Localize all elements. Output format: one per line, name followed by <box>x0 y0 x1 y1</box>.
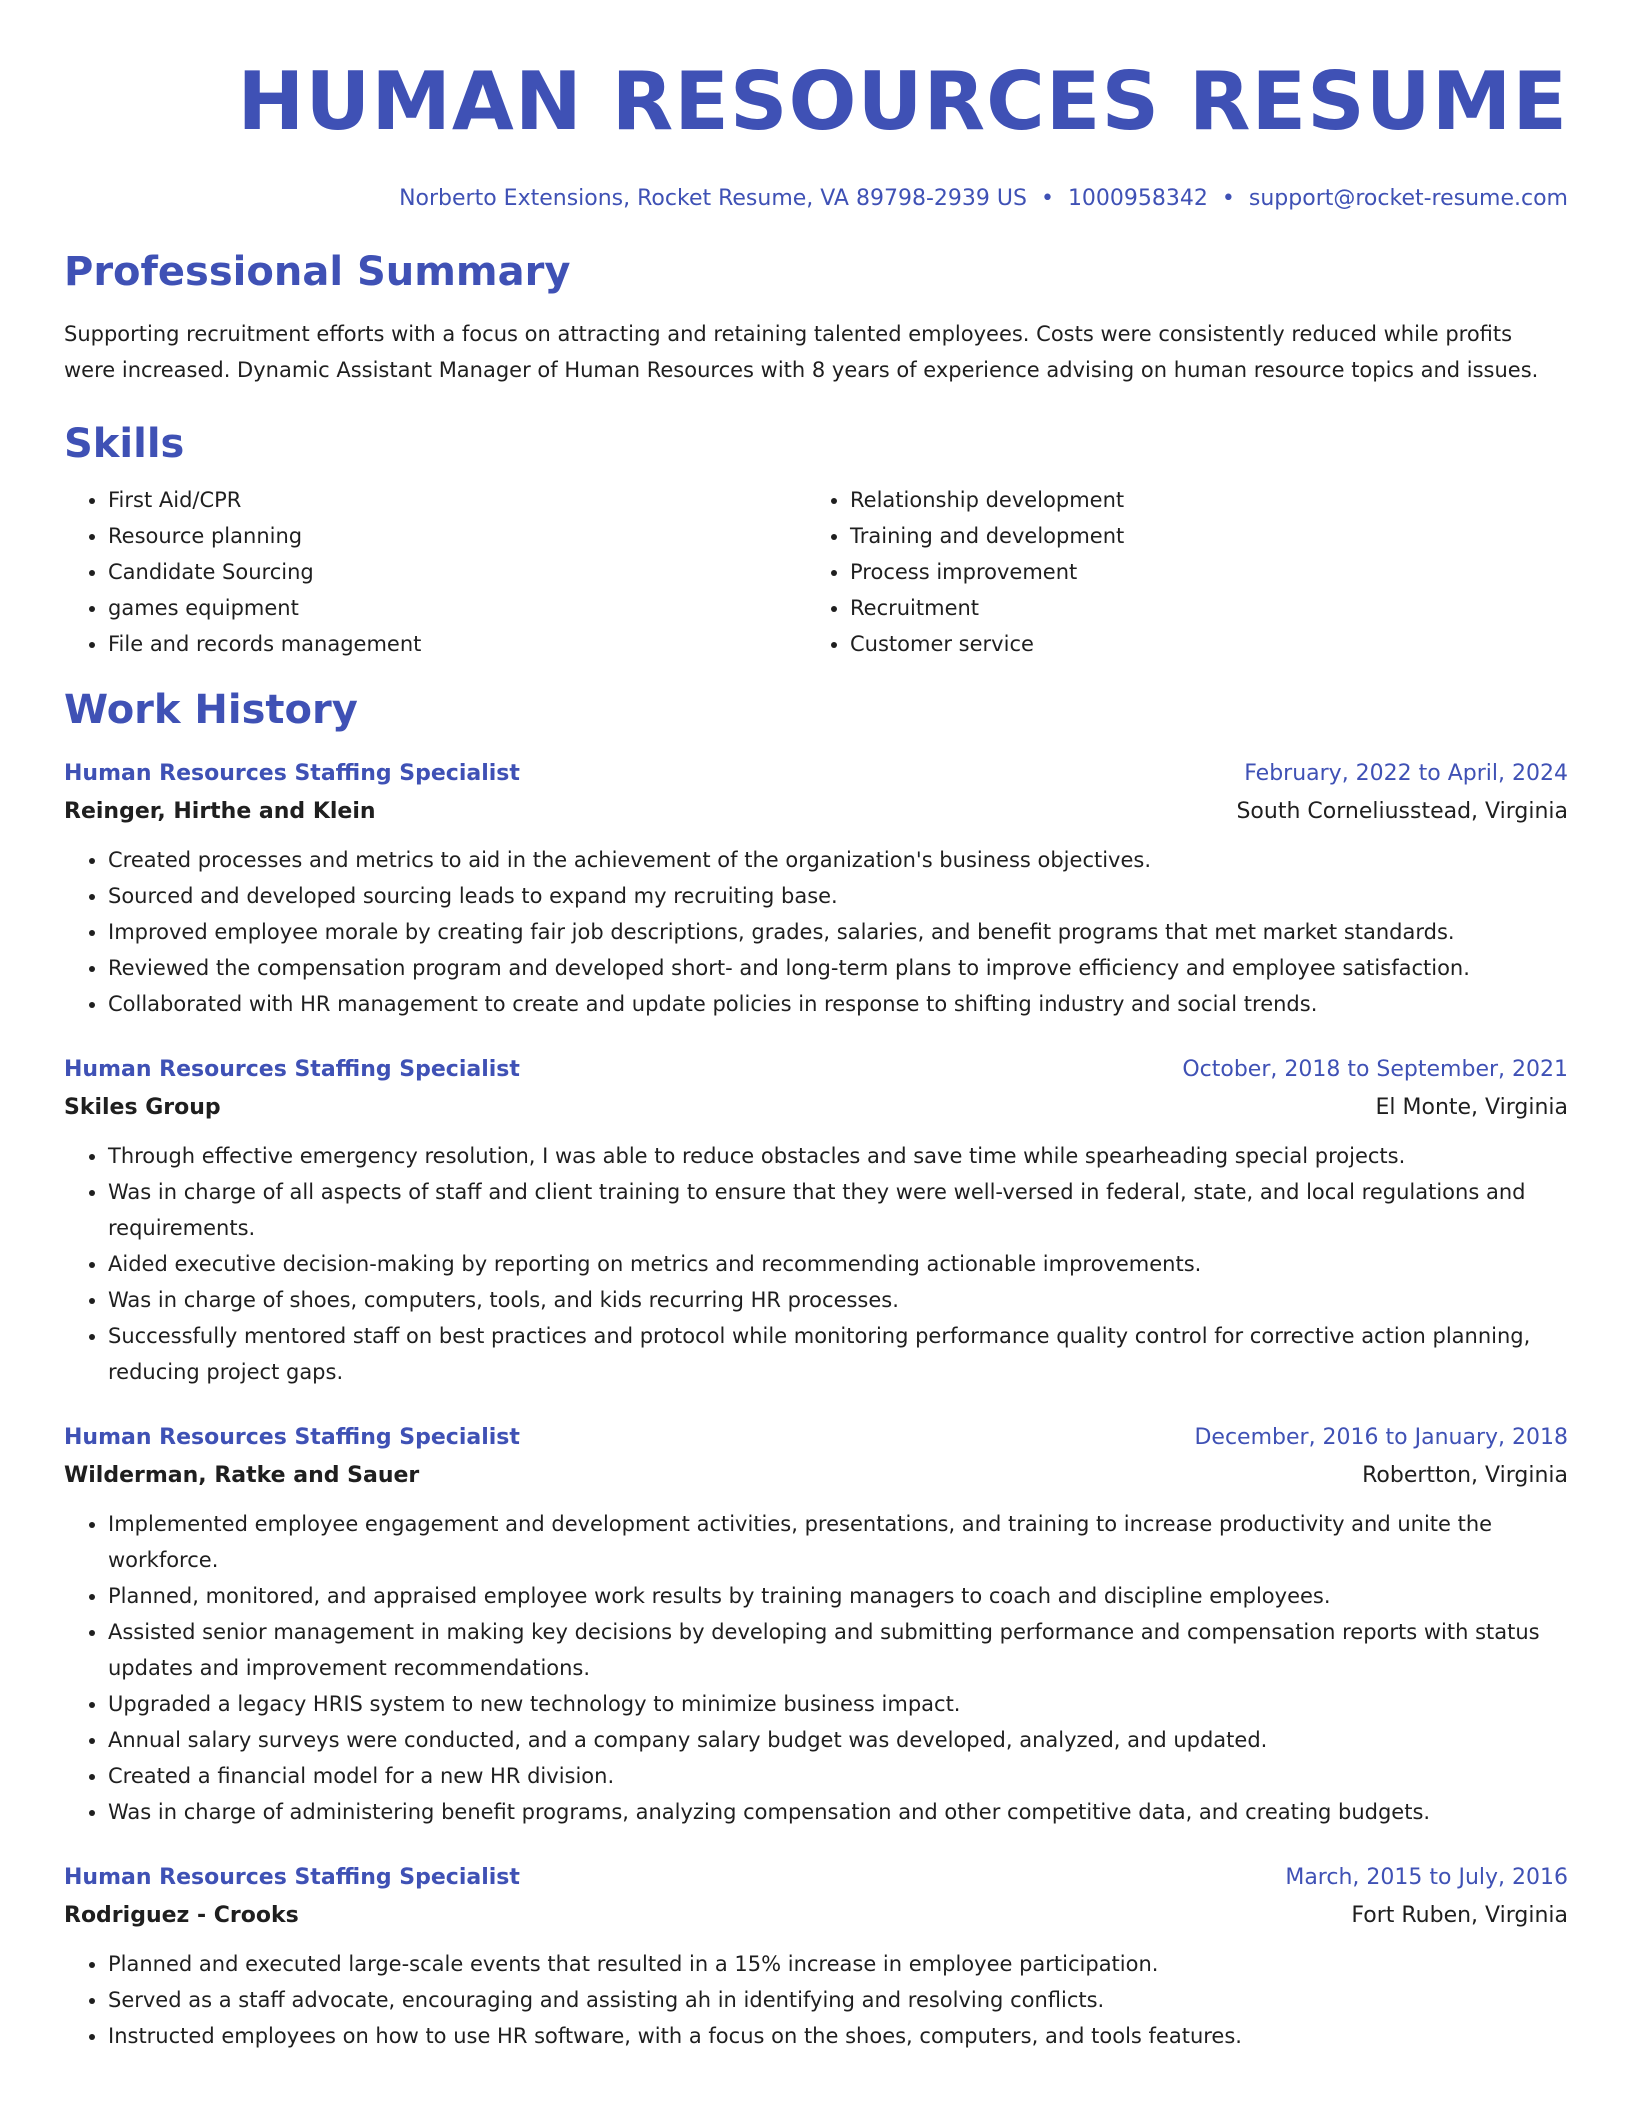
job-bullets <box>64 842 1568 1022</box>
skill-item: • Recruitment <box>850 590 1548 626</box>
skills-column-left <box>64 482 806 662</box>
job-bullet: • Implemented employee engagement and development activities, presentations, and training to increase productivity and unite the workforce. <box>108 1506 1568 1578</box>
job-bullet: • Created a financial model for a new HR division. <box>108 1758 1568 1794</box>
job-dates: December, 2016 to January, 2018 <box>1194 1425 1568 1450</box>
job-bullet: • Served as a staff advocate, encouraging and assisting ah in identifying and resolving conflicts. <box>108 1982 1568 2018</box>
job-title: Human Resources Staffing Specialist <box>64 761 520 786</box>
job-entry <box>64 1052 1568 1390</box>
job-bullets <box>64 1138 1568 1390</box>
job-bullet: • Instructed employees on how to use HR software, with a focus on the shoes, computers, and tools features. <box>108 2018 1568 2054</box>
summary-text: Supporting recruitment efforts with a focus on attracting and retaining talented employees. Costs were consistently reduced while profits were increased. Dynamic Assistant Manager of Human Resources with 8 years of experience advising on human resource topics and issues. <box>64 322 1539 382</box>
job-bullet: • Reviewed the compensation program and developed short- and long-term plans to improve efficiency and employee satisfaction. <box>108 950 1568 986</box>
job-bullet: • Successfully mentored staff on best practices and protocol while monitoring performance quality control for corrective action planning, reducing project gaps. <box>108 1318 1568 1390</box>
job-location: El Monte, Virginia <box>1375 1095 1568 1120</box>
work-history-heading: Work History <box>64 687 358 733</box>
job-bullet: • Aided executive decision-making by reporting on metrics and recommending actionable improvements. <box>108 1246 1568 1282</box>
job-entry <box>64 756 1568 1022</box>
skill-item: • Candidate Sourcing <box>108 554 806 590</box>
email: support@rocket-resume.com <box>1248 186 1568 211</box>
job-bullet: • Improved employee morale by creating fair job descriptions, grades, salaries, and benefit programs that met market standards. <box>108 914 1568 950</box>
skill-item: • First Aid/CPR <box>108 482 806 518</box>
skill-item: • Process improvement <box>850 554 1548 590</box>
company-name: Reinger, Hirthe and Klein <box>64 799 376 824</box>
contact-line <box>64 184 1568 214</box>
job-bullet: • Sourced and developed sourcing leads to expand my recruiting base. <box>108 878 1568 914</box>
skill-item: • Training and development <box>850 518 1548 554</box>
job-bullet: • Annual salary surveys were conducted, and a company salary budget was developed, analyzed, and updated. <box>108 1722 1568 1758</box>
address: Norberto Extensions, Rocket Resume, VA 89798-2939 US <box>399 186 1027 211</box>
job-bullet: • Planned and executed large-scale events that resulted in a 15% increase in employee participation. <box>108 1946 1568 1982</box>
job-bullet: • Assisted senior management in making key decisions by developing and submitting performance and compensation reports with status updates and improvement recommendations. <box>108 1614 1568 1686</box>
job-bullet: • Collaborated with HR management to create and update policies in response to shifting industry and social trends. <box>108 986 1568 1022</box>
resume-title: HUMAN RESOURCES RESUME <box>237 55 1568 148</box>
job-bullet: • Upgraded a legacy HRIS system to new technology to minimize business impact. <box>108 1686 1568 1722</box>
job-bullet: • Through effective emergency resolution, I was able to reduce obstacles and save time while spearheading special projects. <box>108 1138 1568 1174</box>
job-location: Robertton, Virginia <box>1362 1463 1568 1488</box>
job-bullet: • Was in charge of all aspects of staff and client training to ensure that they were well-versed in federal, state, and local regulations and requirements. <box>108 1174 1568 1246</box>
phone: 1000958342 <box>1067 186 1208 211</box>
job-title: Human Resources Staffing Specialist <box>64 1865 520 1890</box>
skills-list <box>64 482 1568 662</box>
job-dates: October, 2018 to September, 2021 <box>1182 1057 1568 1082</box>
skill-item: • Relationship development <box>850 482 1548 518</box>
summary-heading: Professional Summary <box>64 249 571 295</box>
skill-item: • Resource planning <box>108 518 806 554</box>
job-title: Human Resources Staffing Specialist <box>64 1057 520 1082</box>
job-title: Human Resources Staffing Specialist <box>64 1425 520 1450</box>
separator: • <box>1221 186 1235 211</box>
job-bullet: • Planned, monitored, and appraised employee work results by training managers to coach and discipline employees. <box>108 1578 1568 1614</box>
job-location: South Corneliusstead, Virginia <box>1236 799 1568 824</box>
job-entry <box>64 1420 1568 1830</box>
job-location: Fort Ruben, Virginia <box>1351 1903 1568 1928</box>
job-bullet: • Was in charge of shoes, computers, tools, and kids recurring HR processes. <box>108 1282 1568 1318</box>
skill-item: • Customer service <box>850 626 1548 662</box>
job-bullets <box>64 1946 1568 2054</box>
separator: • <box>1040 186 1054 211</box>
job-bullet: • Created processes and metrics to aid in the achievement of the organization's business objectives. <box>108 842 1568 878</box>
job-dates: February, 2022 to April, 2024 <box>1244 761 1568 786</box>
job-dates: March, 2015 to July, 2016 <box>1285 1865 1568 1890</box>
company-name: Wilderman, Ratke and Sauer <box>64 1463 420 1488</box>
job-bullet: • Was in charge of administering benefit programs, analyzing compensation and other competitive data, and creating budgets. <box>108 1794 1568 1830</box>
skill-item: • games equipment <box>108 590 806 626</box>
skills-column-right <box>806 482 1548 662</box>
skill-item: • File and records management <box>108 626 806 662</box>
company-name: Rodriguez - Crooks <box>64 1903 299 1928</box>
company-name: Skiles Group <box>64 1095 221 1120</box>
job-bullets <box>64 1506 1568 1830</box>
skills-heading: Skills <box>64 421 185 467</box>
job-entry <box>64 1860 1568 2054</box>
